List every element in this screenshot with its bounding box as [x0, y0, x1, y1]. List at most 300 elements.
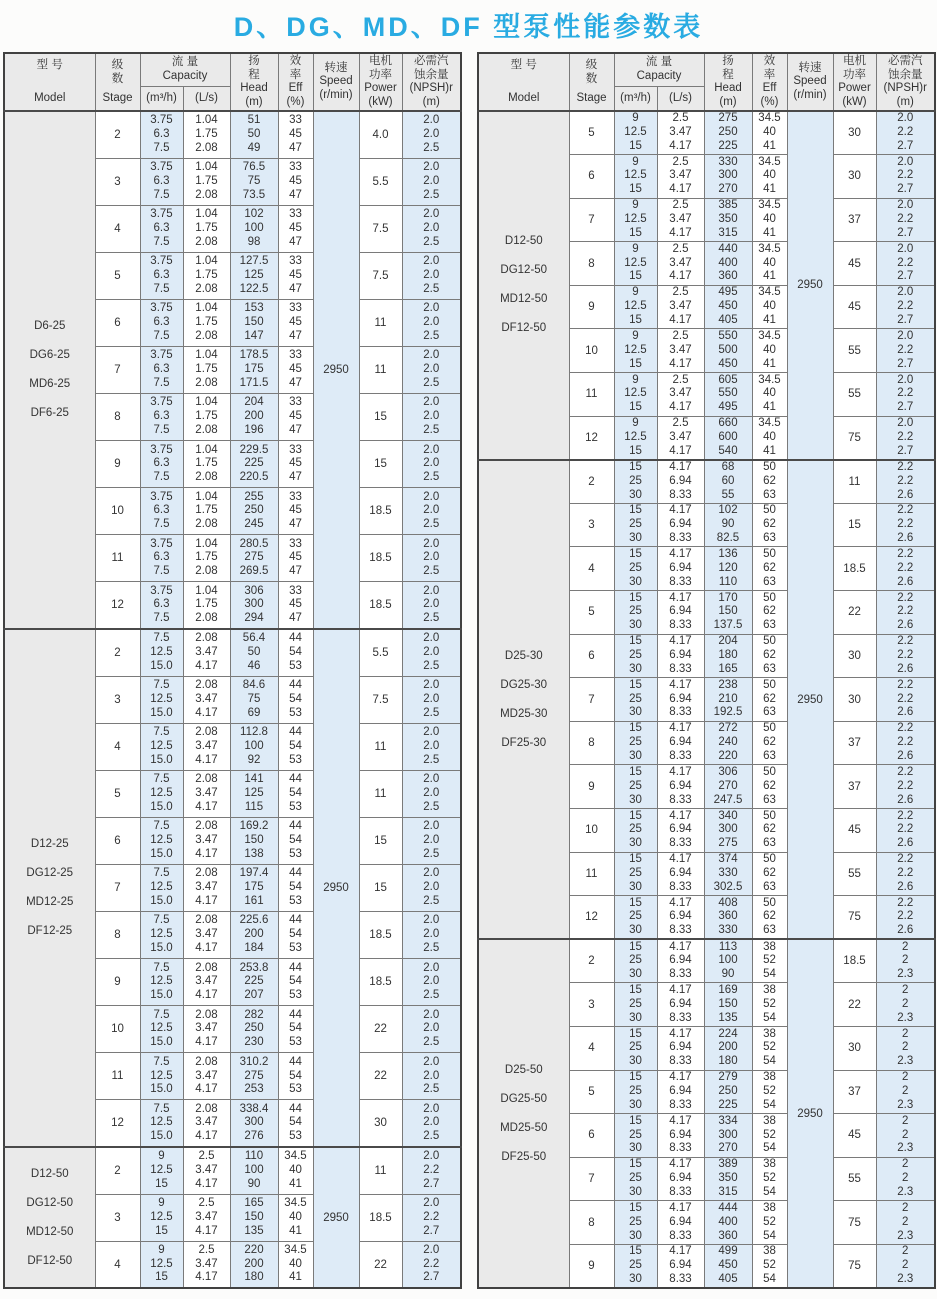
capacity-m3h-value: 30 — [629, 837, 642, 850]
capacity-ls-value: 8.33 — [669, 1055, 692, 1068]
capacity-ls-cell — [183, 1100, 230, 1147]
head-value: 200 — [244, 928, 264, 941]
npsh-cell — [402, 582, 461, 629]
capacity-ls-cell — [657, 591, 704, 635]
capacity-ls-cell — [657, 1070, 704, 1114]
capacity-ls-value: 1.04 — [195, 114, 218, 127]
capacity-m3h-value: 15 — [629, 1071, 642, 1084]
eff-value: 44 — [289, 820, 302, 833]
npsh-value: 2.2 — [897, 809, 914, 822]
head-value: 76.5 — [242, 160, 266, 173]
eff-value: 33 — [289, 396, 302, 409]
npsh-value: 2 — [902, 1158, 909, 1171]
npsh-value: 2.0 — [897, 112, 914, 125]
capacity-ls-value: 4.17 — [669, 983, 692, 996]
column-header-stage: 级 数 Stage — [95, 53, 140, 111]
capacity-m3h-value: 15 — [629, 1158, 642, 1171]
head-value: 300 — [244, 1116, 264, 1129]
eff-value: 45 — [289, 410, 302, 423]
npsh-value: 2.0 — [423, 160, 440, 173]
npsh-value: 2.7 — [897, 139, 914, 152]
npsh-value: 2.0 — [423, 726, 440, 739]
power-cell: 75 — [833, 416, 876, 460]
head-value: 238 — [718, 678, 738, 691]
eff-value: 33 — [289, 160, 302, 173]
head-value: 141 — [244, 773, 264, 786]
capacity-m3h-value: 15 — [629, 504, 642, 517]
npsh-value: 2.5 — [423, 235, 440, 248]
capacity-m3h-value: 3.75 — [150, 584, 173, 597]
speed-cell: 2950 — [787, 460, 833, 940]
eff-value: 62 — [763, 605, 776, 618]
npsh-value: 2.3 — [897, 1011, 914, 1024]
capacity-ls-value: 1.75 — [195, 268, 218, 281]
model-cell — [4, 1147, 95, 1288]
npsh-value: 2.6 — [897, 706, 914, 719]
capacity-ls-cell — [657, 1114, 704, 1158]
npsh-cell — [402, 1147, 461, 1194]
capacity-ls-cell — [657, 809, 704, 853]
capacity-ls-value: 3.47 — [669, 387, 692, 400]
npsh-value: 2.2 — [897, 692, 914, 705]
head-value: 315 — [718, 226, 738, 239]
model-label: DG6-25 — [29, 349, 70, 362]
head-value: 169 — [718, 983, 738, 996]
eff-value: 44 — [289, 914, 302, 927]
capacity-m3h-cell — [614, 634, 657, 678]
capacity-ls-value: 8.33 — [669, 750, 692, 762]
npsh-value: 2.5 — [423, 989, 440, 1002]
eff-value: 45 — [289, 174, 302, 187]
capacity-ls-cell — [183, 1053, 230, 1100]
head-cell — [704, 634, 752, 678]
npsh-value: 2.0 — [423, 739, 440, 752]
head-cell — [704, 1201, 752, 1245]
capacity-m3h-value: 3.75 — [150, 537, 173, 550]
capacity-ls-value: 8.33 — [669, 575, 692, 588]
npsh-value: 2.0 — [423, 410, 440, 423]
capacity-ls-value: 4.17 — [195, 1271, 218, 1284]
eff-value: 47 — [289, 565, 302, 578]
eff-value: 44 — [289, 678, 302, 691]
capacity-m3h-value: 15.0 — [150, 1130, 173, 1143]
eff-cell — [752, 1070, 787, 1114]
column-header-m3h: (m³/h) — [140, 86, 183, 111]
capacity-ls-value: 1.75 — [195, 316, 218, 329]
capacity-m3h-value: 25 — [629, 1041, 642, 1054]
head-value: 136 — [718, 548, 738, 561]
head-value: 450 — [718, 357, 738, 370]
capacity-ls-value: 3.47 — [669, 126, 692, 139]
npsh-value: 2.2 — [897, 504, 914, 517]
npsh-value: 2.3 — [897, 1185, 914, 1198]
npsh-value: 2.3 — [897, 968, 914, 981]
eff-value: 52 — [763, 1041, 776, 1054]
npsh-value: 2.0 — [423, 551, 440, 564]
capacity-m3h-cell — [614, 373, 657, 417]
eff-value: 41 — [763, 444, 776, 457]
head-value: 660 — [718, 417, 738, 429]
npsh-cell — [876, 678, 935, 722]
npsh-value: 2.5 — [423, 282, 440, 295]
eff-value: 63 — [763, 880, 776, 893]
eff-value: 38 — [763, 1245, 776, 1258]
npsh-value: 2.2 — [897, 722, 914, 735]
head-cell — [230, 1147, 278, 1194]
npsh-value: 2 — [902, 1172, 909, 1185]
npsh-value: 2.0 — [897, 373, 914, 386]
npsh-value: 2 — [902, 1071, 909, 1084]
head-value: 204 — [244, 396, 264, 409]
head-value: 315 — [718, 1185, 738, 1198]
head-value: 450 — [718, 300, 738, 313]
capacity-m3h-value: 12.5 — [624, 343, 647, 356]
head-cell — [230, 252, 278, 299]
head-value: 137.5 — [713, 619, 743, 632]
head-value: 282 — [244, 1008, 264, 1021]
head-value: 340 — [718, 809, 738, 822]
head-value: 150 — [718, 605, 738, 618]
capacity-ls-value: 6.94 — [669, 605, 692, 618]
head-cell — [704, 416, 752, 460]
eff-value: 45 — [289, 268, 302, 281]
capacity-m3h-value: 7.5 — [153, 1055, 170, 1068]
capacity-m3h-value: 9 — [158, 1150, 165, 1163]
head-cell — [230, 1100, 278, 1147]
capacity-ls-value: 8.33 — [669, 1098, 692, 1111]
npsh-value: 2 — [902, 1114, 909, 1127]
npsh-value: 2.0 — [423, 537, 440, 550]
power-cell: 18.5 — [359, 488, 402, 535]
eff-value: 45 — [289, 316, 302, 329]
capacity-m3h-value: 25 — [629, 997, 642, 1010]
npsh-value: 2.0 — [423, 834, 440, 847]
head-cell — [230, 1194, 278, 1241]
head-value: 100 — [718, 954, 738, 967]
npsh-cell — [876, 983, 935, 1027]
head-value: 360 — [718, 910, 738, 923]
eff-value: 44 — [289, 1102, 302, 1115]
model-label: D12-50 — [504, 235, 543, 248]
capacity-m3h-cell — [140, 111, 183, 158]
capacity-ls-value: 6.94 — [669, 1128, 692, 1141]
capacity-ls-value: 4.17 — [669, 635, 692, 648]
head-value: 110 — [244, 1150, 264, 1163]
stage-cell: 11 — [95, 1053, 140, 1100]
head-value: 253.8 — [239, 961, 269, 974]
capacity-m3h-value: 30 — [629, 575, 642, 588]
capacity-ls-value: 6.94 — [669, 997, 692, 1010]
capacity-m3h-value: 25 — [629, 692, 642, 705]
head-value: 279 — [718, 1071, 738, 1084]
head-value: 175 — [244, 881, 264, 894]
npsh-value: 2.5 — [423, 1036, 440, 1049]
capacity-ls-cell — [657, 416, 704, 460]
capacity-m3h-cell — [140, 817, 183, 864]
capacity-m3h-value: 9 — [158, 1197, 165, 1209]
eff-value: 62 — [763, 561, 776, 574]
eff-value: 41 — [763, 314, 776, 327]
npsh-cell — [402, 629, 461, 676]
capacity-ls-value: 1.04 — [195, 584, 218, 597]
npsh-value: 2 — [902, 1084, 909, 1097]
stage-cell: 5 — [95, 770, 140, 817]
eff-value: 33 — [289, 443, 302, 456]
power-cell: 18.5 — [833, 547, 876, 591]
column-header-ls: (L/s) — [183, 86, 230, 111]
stage-cell: 9 — [95, 959, 140, 1006]
npsh-value: 2.3 — [897, 1229, 914, 1242]
npsh-value: 2.5 — [423, 1130, 440, 1143]
npsh-cell — [402, 252, 461, 299]
eff-value: 47 — [289, 376, 302, 389]
capacity-m3h-value: 15.0 — [150, 753, 173, 766]
stage-cell: 6 — [569, 1114, 614, 1158]
npsh-value: 2.6 — [897, 488, 914, 501]
power-cell: 15 — [833, 503, 876, 547]
eff-value: 40 — [763, 300, 776, 313]
stage-cell: 2 — [95, 111, 140, 158]
eff-cell — [278, 111, 313, 158]
stage-cell: 5 — [569, 111, 614, 155]
eff-value: 53 — [289, 1083, 302, 1096]
npsh-value: 2.0 — [423, 1243, 440, 1256]
npsh-value: 2.5 — [423, 518, 440, 531]
capacity-m3h-value: 15 — [629, 444, 642, 457]
model-label: D25-30 — [504, 649, 543, 662]
capacity-m3h-value: 25 — [629, 736, 642, 749]
npsh-cell — [402, 723, 461, 770]
npsh-value: 2.2 — [897, 779, 914, 792]
npsh-cell — [402, 959, 461, 1006]
eff-value: 47 — [289, 471, 302, 484]
head-value: 100 — [244, 1163, 264, 1176]
stage-cell: 2 — [95, 1147, 140, 1194]
head-value: 350 — [718, 213, 738, 226]
npsh-value: 2.0 — [423, 786, 440, 799]
capacity-m3h-cell — [140, 252, 183, 299]
head-value: 550 — [718, 330, 738, 343]
eff-value: 38 — [763, 1071, 776, 1084]
stage-cell: 3 — [95, 158, 140, 205]
capacity-m3h-value: 25 — [629, 954, 642, 967]
capacity-m3h-cell — [614, 242, 657, 286]
capacity-m3h-value: 12.5 — [624, 126, 647, 139]
capacity-ls-value: 6.94 — [669, 954, 692, 967]
npsh-cell — [402, 158, 461, 205]
power-cell: 15 — [359, 817, 402, 864]
npsh-value: 2.3 — [897, 1098, 914, 1111]
head-cell — [704, 285, 752, 329]
head-value: 175 — [244, 363, 264, 376]
capacity-m3h-cell — [614, 1244, 657, 1288]
capacity-ls-cell — [657, 155, 704, 199]
capacity-m3h-cell — [614, 198, 657, 242]
capacity-ls-value: 1.04 — [195, 537, 218, 550]
power-cell: 45 — [833, 285, 876, 329]
capacity-ls-value: 3.47 — [195, 692, 218, 705]
npsh-value: 2.6 — [897, 924, 914, 937]
power-cell: 22 — [833, 983, 876, 1027]
npsh-value: 2 — [902, 1041, 909, 1054]
capacity-ls-value: 2.08 — [195, 726, 218, 739]
capacity-m3h-cell — [140, 1100, 183, 1147]
power-cell: 5.5 — [359, 158, 402, 205]
capacity-m3h-value: 12.5 — [150, 975, 173, 988]
head-value: 250 — [244, 504, 264, 517]
capacity-m3h-value: 15 — [629, 139, 642, 152]
head-value: 90 — [721, 968, 735, 981]
stage-cell: 7 — [569, 678, 614, 722]
capacity-ls-value: 4.17 — [669, 591, 692, 604]
capacity-ls-value: 4.17 — [669, 766, 692, 778]
npsh-value: 2.2 — [897, 591, 914, 604]
eff-value: 41 — [763, 183, 776, 196]
eff-value: 52 — [763, 954, 776, 967]
capacity-m3h-value: 12.5 — [150, 692, 173, 705]
capacity-ls-cell — [657, 983, 704, 1027]
head-value: 408 — [718, 896, 738, 909]
capacity-ls-value: 6.94 — [669, 1215, 692, 1228]
eff-value: 40 — [289, 1163, 302, 1176]
eff-cell — [752, 852, 787, 896]
capacity-m3h-value: 6.3 — [153, 221, 170, 234]
eff-cell — [278, 1241, 313, 1288]
capacity-m3h-cell — [140, 1241, 183, 1288]
head-value: 330 — [718, 866, 738, 879]
eff-value: 62 — [763, 692, 776, 705]
head-cell — [230, 158, 278, 205]
npsh-value: 2.0 — [423, 961, 440, 974]
eff-value: 38 — [763, 1027, 776, 1040]
capacity-ls-cell — [657, 111, 704, 155]
eff-cell — [752, 111, 787, 155]
eff-cell — [278, 582, 313, 629]
head-value: 302.5 — [713, 880, 743, 893]
capacity-ls-value: 8.33 — [669, 1185, 692, 1198]
pump-table-right — [477, 52, 936, 1289]
npsh-cell — [402, 205, 461, 252]
capacity-ls-value: 4.17 — [669, 548, 692, 561]
head-value: 46 — [247, 659, 261, 672]
capacity-ls-value: 2.08 — [195, 820, 218, 833]
head-value: 153 — [244, 302, 264, 315]
stage-cell: 6 — [95, 817, 140, 864]
eff-value: 44 — [289, 773, 302, 786]
capacity-ls-value: 6.94 — [669, 866, 692, 879]
capacity-m3h-value: 15 — [629, 548, 642, 561]
eff-value: 41 — [289, 1271, 302, 1284]
npsh-value: 2.7 — [897, 270, 914, 283]
npsh-value: 2.2 — [897, 605, 914, 618]
capacity-ls-value: 8.33 — [669, 1011, 692, 1024]
npsh-value: 2.2 — [897, 561, 914, 574]
capacity-ls-value: 2.5 — [672, 242, 689, 255]
capacity-ls-value: 3.47 — [669, 430, 692, 443]
eff-value: 41 — [289, 1224, 302, 1237]
eff-cell — [752, 503, 787, 547]
head-cell — [704, 547, 752, 591]
npsh-cell — [876, 242, 935, 286]
head-value: 220.5 — [239, 471, 269, 484]
head-value: 122.5 — [239, 282, 269, 295]
capacity-m3h-value: 15 — [629, 853, 642, 866]
npsh-value: 2.0 — [423, 773, 440, 786]
capacity-ls-value: 8.33 — [669, 1142, 692, 1155]
model-label: D12-25 — [30, 838, 69, 851]
eff-cell — [752, 242, 787, 286]
npsh-value: 2.5 — [423, 847, 440, 860]
capacity-ls-value: 2.5 — [672, 199, 689, 212]
capacity-m3h-value: 3.75 — [150, 490, 173, 503]
capacity-m3h-value: 15.0 — [150, 800, 173, 813]
capacity-m3h-cell — [140, 205, 183, 252]
eff-value: 45 — [289, 551, 302, 564]
power-cell: 18.5 — [359, 912, 402, 959]
capacity-ls-value: 2.5 — [672, 155, 689, 168]
capacity-m3h-value: 25 — [629, 779, 642, 792]
model-label: MD25-30 — [500, 707, 548, 720]
npsh-value: 2.0 — [423, 632, 440, 645]
eff-value: 54 — [289, 1022, 302, 1035]
power-cell: 55 — [833, 1157, 876, 1201]
npsh-value: 2.5 — [423, 329, 440, 342]
stage-cell: 7 — [95, 865, 140, 912]
eff-value: 45 — [289, 598, 302, 611]
capacity-m3h-value: 7.5 — [153, 235, 170, 248]
pump-table-left — [3, 52, 462, 1289]
eff-value: 44 — [289, 961, 302, 974]
capacity-ls-value: 8.33 — [669, 532, 692, 545]
head-value: 150 — [244, 316, 264, 329]
head-value: 150 — [244, 834, 264, 847]
eff-value: 40 — [763, 126, 776, 139]
power-cell: 18.5 — [359, 959, 402, 1006]
capacity-m3h-value: 15 — [629, 401, 642, 414]
capacity-ls-cell — [183, 158, 230, 205]
capacity-m3h-value: 15 — [155, 1177, 168, 1190]
capacity-m3h-value: 7.5 — [153, 565, 170, 578]
capacity-m3h-value: 12.5 — [624, 387, 647, 400]
capacity-m3h-value: 6.3 — [153, 127, 170, 140]
model-label: DF6-25 — [30, 407, 69, 420]
capacity-ls-cell — [183, 1006, 230, 1053]
eff-value: 54 — [763, 1098, 776, 1111]
head-value: 100 — [244, 221, 264, 234]
power-cell: 55 — [833, 852, 876, 896]
head-cell — [230, 582, 278, 629]
capacity-ls-cell — [183, 582, 230, 629]
capacity-ls-value: 4.17 — [669, 504, 692, 517]
power-cell: 45 — [833, 1114, 876, 1158]
capacity-m3h-value: 15 — [629, 591, 642, 604]
capacity-ls-value: 4.17 — [669, 1027, 692, 1040]
eff-value: 45 — [289, 127, 302, 140]
eff-value: 38 — [763, 1201, 776, 1214]
head-value: 310.2 — [239, 1055, 269, 1068]
capacity-m3h-value: 12.5 — [624, 430, 647, 443]
capacity-ls-value: 3.47 — [669, 256, 692, 269]
head-value: 250 — [718, 1084, 738, 1097]
head-value: 192.5 — [713, 706, 743, 719]
capacity-m3h-value: 6.3 — [153, 504, 170, 517]
npsh-value: 2.0 — [423, 174, 440, 187]
npsh-value: 2.0 — [423, 1150, 440, 1163]
npsh-value: 2.0 — [423, 349, 440, 362]
npsh-value: 2.0 — [423, 490, 440, 503]
head-value: 540 — [718, 444, 738, 457]
capacity-ls-value: 2.5 — [672, 112, 689, 125]
